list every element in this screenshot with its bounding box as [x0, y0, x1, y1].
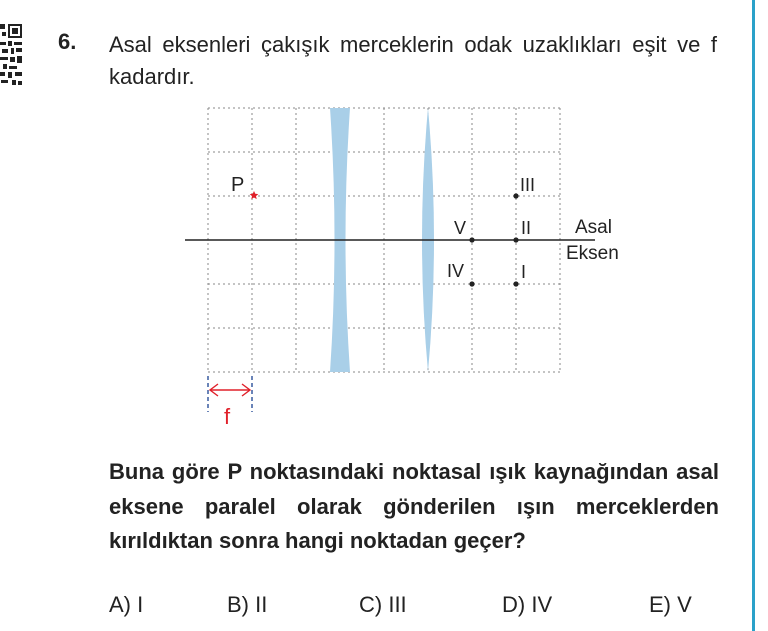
answer-options — [109, 592, 749, 620]
lens-figure — [170, 100, 650, 430]
point-ii-label: II — [521, 218, 532, 238]
axis-label-line2: Eksen — [566, 243, 619, 264]
focal-length-label: f — [224, 404, 231, 429]
point-i-label: I — [521, 262, 527, 282]
question-number: 6. — [58, 29, 77, 54]
point-iii-label: III — [520, 175, 536, 195]
point-v-label: V — [454, 218, 467, 238]
point-iv-label: IV — [447, 261, 465, 281]
option-e[interactable]: E) V — [649, 592, 692, 617]
option-d[interactable]: D) IV — [502, 592, 553, 617]
point-v-dot — [469, 237, 474, 242]
point-p-marker — [250, 191, 259, 199]
option-a[interactable]: A) I — [109, 592, 144, 617]
question-prompt: Buna göre P noktasındaki noktasal ışık kaynağından asal eksene paralel olarak gönderilen ışın merceklerden kırıldıktan sonra hangi noktadan geçer? — [109, 459, 719, 553]
point-p-label: P — [231, 174, 245, 196]
axis-label-line1: Asal — [575, 217, 612, 238]
point-iii-dot — [513, 193, 518, 198]
point-iv-dot — [469, 281, 474, 286]
option-c[interactable]: C) III — [359, 592, 407, 617]
page-edge-rule — [752, 0, 755, 631]
point-ii-dot — [513, 237, 518, 242]
option-b[interactable]: B) II — [227, 592, 268, 617]
point-i-dot — [513, 281, 518, 286]
question-stem: Asal eksenleri çakışık merceklerin odak uzaklıkları eşit ve f kadardır. — [109, 32, 717, 89]
qr-code-icon — [0, 24, 22, 90]
